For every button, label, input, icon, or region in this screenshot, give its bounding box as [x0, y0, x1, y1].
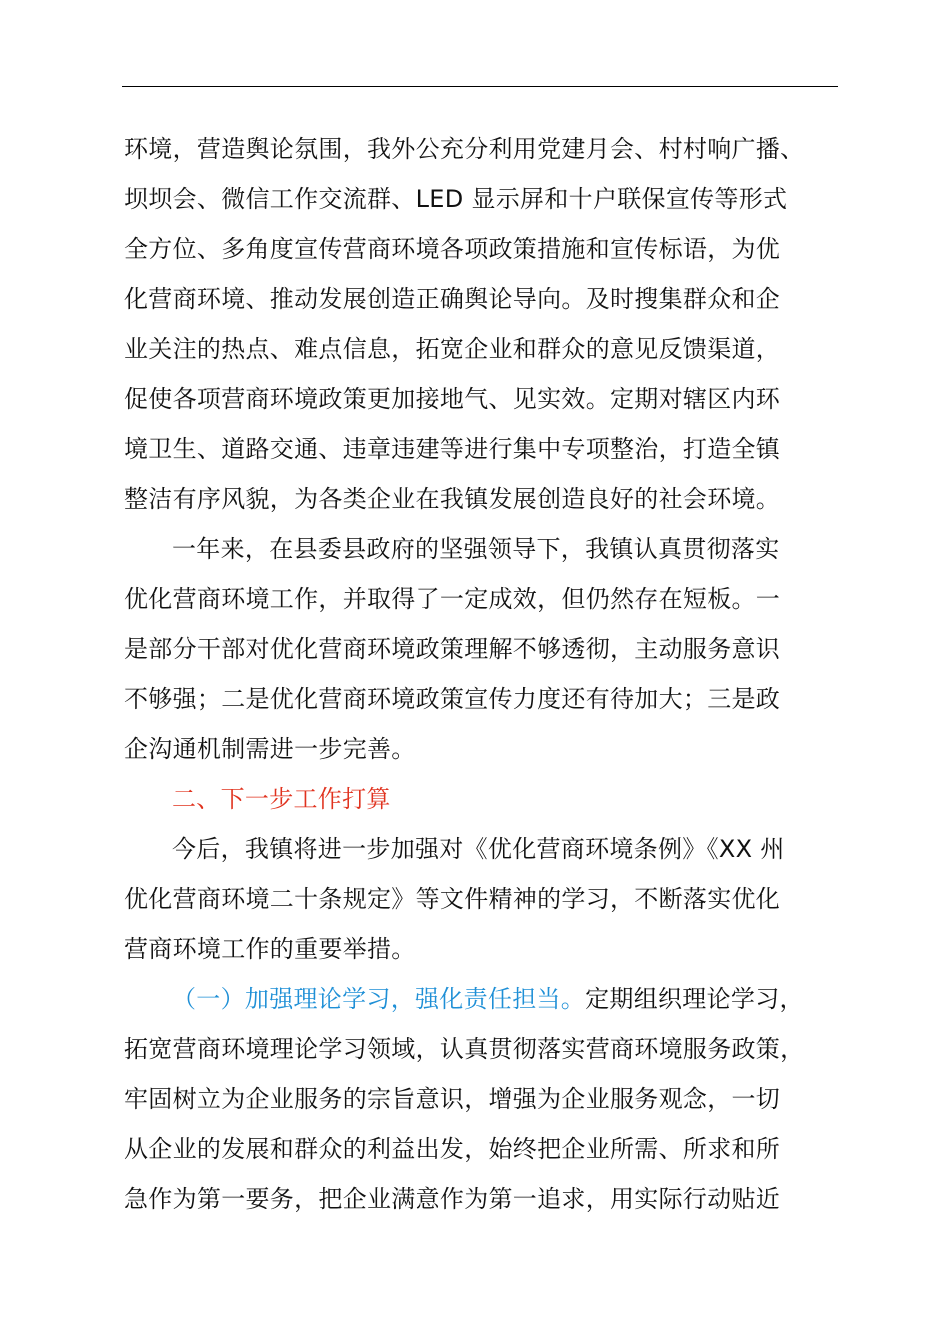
subsection-heading: （一）加强理论学习，强化责任担当。 — [172, 985, 586, 1013]
body-line: 促使各项营商环境政策更加接地气、见实效。定期对辖区内环 — [124, 385, 781, 413]
body-line: 整洁有序风貌，为各类企业在我镇发展创造良好的社会环境。 — [124, 485, 781, 513]
section-heading: 二、下一步工作打算 — [172, 785, 391, 813]
body-line: 优化营商环境二十条规定》等文件精神的学习，不断落实优化 — [124, 885, 781, 913]
body-line: 从企业的发展和群众的利益出发，始终把企业所需、所求和所 — [124, 1135, 781, 1163]
body-line: 急作为第一要务，把企业满意作为第一追求，用实际行动贴近 — [124, 1185, 781, 1213]
document-body — [124, 124, 860, 1224]
subsection-text: 定期组织理论学习， — [585, 985, 804, 1013]
paragraph-start-line: 今后，我镇将进一步加强对《优化营商环境条例》《XX 州 — [172, 835, 785, 863]
body-line: 全方位、多角度宣传营商环境各项政策措施和宣传标语，为优 — [124, 235, 781, 263]
body-line: 环境，营造舆论氛围，我外公充分利用党建月会、村村响广播、 — [124, 135, 805, 163]
body-line: 化营商环境、推动发展创造正确舆论导向。及时搜集群众和企 — [124, 285, 781, 313]
body-line: 牢固树立为企业服务的宗旨意识，增强为企业服务观念，一切 — [124, 1085, 781, 1113]
paragraph-start-line: 一年来，在县委县政府的坚强领导下，我镇认真贯彻落实 — [172, 535, 780, 563]
body-line: 坝坝会、微信工作交流群、LED 显示屏和十户联保宣传等形式 — [124, 185, 788, 213]
body-line: 是部分干部对优化营商环境政策理解不够透彻，主动服务意识 — [124, 635, 781, 663]
header-rule — [122, 86, 838, 87]
subsection-line — [124, 974, 860, 1024]
body-line: 不够强；二是优化营商环境政策宣传力度还有待加大；三是政 — [124, 685, 781, 713]
body-line: 优化营商环境工作，并取得了一定成效，但仍然存在短板。一 — [124, 585, 781, 613]
body-line: 境卫生、道路交通、违章违建等进行集中专项整治，打造全镇 — [124, 435, 781, 463]
body-line: 业关注的热点、难点信息，拓宽企业和群众的意见反馈渠道， — [124, 335, 781, 363]
body-line: 营商环境工作的重要举措。 — [124, 935, 416, 963]
body-line: 企沟通机制需进一步完善。 — [124, 735, 416, 763]
body-line: 拓宽营商环境理论学习领域，认真贯彻落实营商环境服务政策， — [124, 1035, 805, 1063]
